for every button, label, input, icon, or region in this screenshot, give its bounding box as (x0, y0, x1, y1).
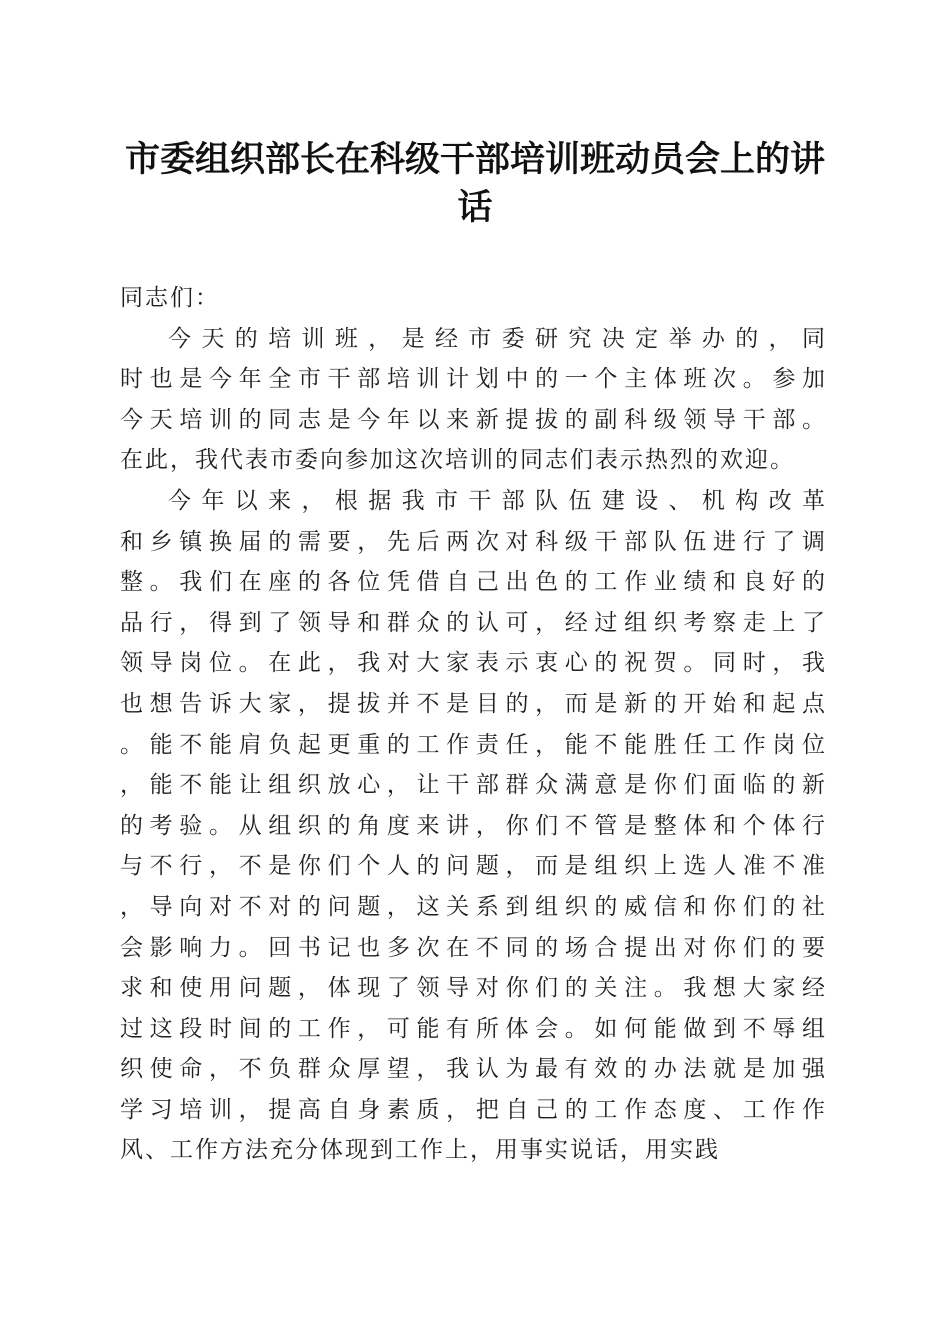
text-line: 学习培训，提高自身素质，把自己的工作态度、工作作 (120, 1096, 825, 1123)
text-line: 过这段时间的工作，可能有所体会。如何能做到不辱组 (120, 1015, 825, 1042)
text-line: 今天的培训班，是经市委研究决定举办的，同 (168, 325, 825, 352)
text-line: 和乡镇换届的需要，先后两次对科级干部队伍进行了调 (120, 528, 825, 555)
text-line: 会影响力。回书记也多次在不同的场合提出对你们的要 (120, 934, 825, 961)
paragraph (120, 319, 825, 481)
text-line: 今天培训的同志是今年以来新提拔的副科级领导干部。 (120, 406, 825, 433)
text-line: 在此，我代表市委向参加这次培训的同志们表示热烈的欢迎。 (120, 447, 795, 474)
text-line: 织使命，不负群众厚望，我认为最有效的办法就是加强 (120, 1056, 825, 1083)
text-line: ，导向对不对的问题，这关系到组织的威信和你们的社 (120, 893, 825, 920)
paragraph (120, 481, 825, 1171)
text-line: 的考验。从组织的角度来讲，你们不管是整体和个体行 (120, 812, 825, 839)
document-title: 市委组织部长在科级干部培训班动员会上的讲话 (124, 139, 825, 228)
text-line: 风、工作方法充分体现到工作上，用事实说话，用实践 (120, 1137, 720, 1164)
text-line: 与不行，不是你们个人的问题，而是组织上选人准不准 (120, 853, 825, 880)
text-line: 也想告诉大家，提拔并不是目的，而是新的开始和起点 (120, 690, 825, 717)
salutation: 同志们： (120, 285, 220, 311)
text-line: 今年以来，根据我市干部队伍建设、机构改革 (168, 487, 825, 514)
text-line: 时也是今年全市干部培训计划中的一个主体班次。参加 (120, 366, 825, 393)
text-line: 求和使用问题，体现了领导对你们的关注。我想大家经 (120, 975, 825, 1002)
text-line: 品行，得到了领导和群众的认可，经过组织考察走上了 (120, 609, 825, 636)
text-line: ，能不能让组织放心，让干部群众满意是你们面临的新 (120, 772, 825, 799)
text-line: 整。我们在座的各位凭借自己出色的工作业绩和良好的 (120, 569, 825, 596)
text-line: 领导岗位。在此，我对大家表示衷心的祝贺。同时，我 (120, 650, 825, 677)
document-body (120, 278, 825, 1171)
text-line: 。能不能肩负起更重的工作责任，能不能胜任工作岗位 (120, 731, 825, 758)
